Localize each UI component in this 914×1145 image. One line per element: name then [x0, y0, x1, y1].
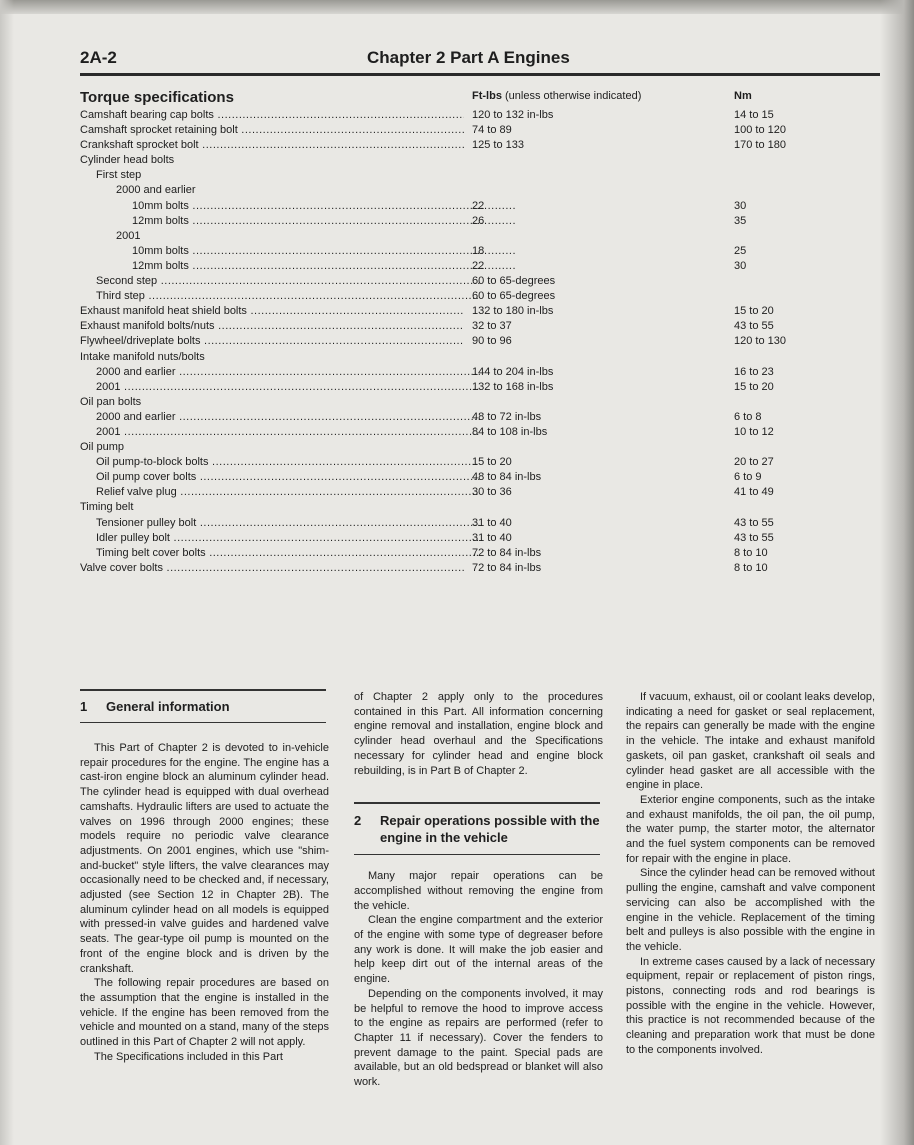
spec-label: 10mm bolts .....	[80, 244, 516, 259]
torque-spec-row	[80, 199, 800, 214]
spec-nm-value: 30	[734, 199, 747, 212]
spec-label: 12mm bolts .....	[80, 214, 516, 229]
paragraph: This Part of Chapter 2 is devoted to in-vehicle repair procedures for the engine. The engine has a cast-iron engine block an aluminum cylinder head. The cylinder head is equipped with dual overhead camshafts. Hydraulic lifters are used to actuate the valves on 1996 through 2000 engines; these models require no periodic valve clearance adjustments. On 2001 engines, which use "shim-and-bucket" style lifters, the valve clearances may occasionally need to be checked and, if necessary, adjusted (see Section 12 in Chapter 2B). The aluminum cylinder head on all models is equipped with pressed-in valve guides and hardened valve seats. The gear-type oil pump is mounted on the front of the engine block and is driven by the crankshaft.	[80, 742, 329, 975]
spec-label: Camshaft sprocket retaining bolt .....	[80, 123, 464, 138]
torque-spec-row	[80, 334, 800, 349]
torque-spec-row	[80, 108, 800, 123]
page-number: 2A-2	[80, 48, 117, 67]
torque-spec-row	[80, 546, 800, 561]
torque-spec-row	[80, 485, 800, 500]
torque-spec-row	[80, 259, 800, 274]
spec-ftlbs-value: 132 to 168 in-lbs	[472, 380, 554, 393]
scan-shadow-top	[0, 0, 914, 14]
torque-spec-row	[80, 289, 800, 304]
scan-shadow-left	[0, 0, 14, 1145]
torque-spec-row	[80, 138, 800, 153]
paragraph: In extreme cases caused by a lack of necessary equipment, repair or replacement of piston rings, pistons, connecting rods and rod bearings is possible with the engine in the vehicle. However, this practice is not recommended because of the cleaning and preparation work that must be done to the components involved.	[626, 955, 875, 1056]
spec-ftlbs-value: 72 to 84 in-lbs	[472, 546, 542, 559]
spec-nm-value: 15 to 20	[734, 305, 774, 318]
section-title: General information	[106, 698, 230, 714]
torque-spec-row	[80, 516, 800, 531]
spec-label: Exhaust manifold bolts/nuts .....	[80, 319, 464, 334]
section-heading	[80, 698, 329, 715]
section-2	[354, 802, 603, 855]
spec-nm-value: 6 to 9	[734, 471, 762, 484]
torque-specifications-table	[80, 108, 800, 576]
spec-nm-value: 30	[734, 259, 747, 272]
spec-nm-value: 10 to 12	[734, 425, 774, 438]
spec-nm-value: 100 to 120	[734, 124, 786, 137]
section-rule-top	[354, 802, 600, 804]
spec-label: Idler pulley bolt .....	[80, 531, 480, 546]
spec-label: Oil pump	[80, 441, 125, 454]
spec-label: Valve cover bolts .....	[80, 561, 464, 576]
spec-label: Oil pump-to-block bolts .....	[80, 455, 480, 470]
spec-ftlbs-value: 125 to 133	[472, 139, 524, 152]
spec-ftlbs-value: 120 to 132 in-lbs	[472, 109, 554, 121]
nm-column-header	[734, 90, 752, 102]
spec-nm-value: 14 to 15	[734, 109, 774, 121]
spec-label: 2001 .....	[80, 380, 480, 395]
header-rule	[80, 73, 880, 76]
spec-nm-value: 35	[734, 214, 747, 227]
text-column-3	[626, 690, 875, 1058]
torque-spec-row	[80, 229, 800, 244]
paragraph: Exterior engine components, such as the intake and exhaust manifolds, the oil pan, the oil pump, the water pump, the starter motor, the alternator and the fuel system components can be removed for repair with the engine in place.	[626, 793, 875, 865]
spec-nm-value: 6 to 8	[734, 410, 762, 423]
torque-spec-row	[80, 380, 800, 395]
torque-specifications-heading: Torque specifications	[80, 89, 234, 106]
section-1	[80, 689, 329, 723]
spec-nm-value: 20 to 27	[734, 456, 774, 469]
section-number: 1	[80, 698, 88, 714]
torque-spec-row	[80, 470, 800, 485]
paragraph: Many major repair operations can be accomplished without removing the engine from the vehicle.	[354, 870, 603, 912]
paragraph: Since the cylinder head can be removed without pulling the engine, camshaft and valve component servicing can also be accomplished with the engine in the vehicle. Replacement of the timing belt and pulleys is also possible with the engine in the vehicle.	[626, 867, 875, 953]
section-title: Repair operations possible with the engine in the vehicle	[380, 812, 600, 845]
paragraph: Clean the engine compartment and the exterior of the engine with some type of degreaser before any work is done. It will make the job easier and help keep dirt out of the internal areas of the engine.	[354, 914, 603, 986]
spec-nm-value: 25	[734, 244, 747, 257]
torque-spec-row	[80, 410, 800, 425]
spec-nm-value: 43 to 55	[734, 320, 774, 333]
spec-label: Flywheel/driveplate bolts .....	[80, 334, 464, 349]
spec-label: Timing belt	[80, 501, 134, 514]
spec-ftlbs-value: 32 to 37	[472, 320, 512, 333]
torque-spec-row	[80, 561, 800, 576]
spec-ftlbs-value: 30 to 36	[472, 486, 512, 499]
spec-ftlbs-value: 72 to 84 in-lbs	[472, 561, 542, 574]
running-header-title: Chapter 2 Part A Engines	[367, 48, 570, 67]
torque-spec-row	[80, 500, 800, 515]
scan-shadow-right	[880, 0, 914, 1145]
spec-label: 2000 and earlier .....	[80, 410, 480, 425]
spec-ftlbs-value: 31 to 40	[472, 531, 512, 544]
spec-label: 2001	[116, 229, 141, 242]
spec-ftlbs-value: 60 to 65-degrees	[472, 290, 556, 303]
paragraph: Depending on the components involved, it may be helpful to remove the hood to improve access to the engine as repairs are performed (refer to Chapter 11 if necessary). Cover the fenders to prevent damage to the paint. Special pads are available, but an old bedspread or blanket will also work.	[354, 987, 603, 1089]
spec-label: 2000 and earlier .....	[80, 365, 480, 380]
torque-spec-row	[80, 425, 800, 440]
torque-spec-row	[80, 214, 800, 229]
text-column-1	[80, 684, 329, 1064]
section-number: 2	[354, 812, 362, 828]
paragraph: of Chapter 2 apply only to the procedures contained in this Part. All information concerning engine removal and installation, engine block and cylinder head overhaul and the Specifications necessary for cylinder head and engine block rebuilding, is in Part B of Chapter 2.	[354, 691, 603, 777]
torque-spec-row	[80, 395, 800, 410]
spec-label: First step	[96, 169, 142, 182]
torque-spec-row	[80, 531, 800, 546]
spec-label: Oil pump cover bolts .....	[80, 470, 480, 485]
torque-spec-row	[80, 319, 800, 334]
spec-label: 2001 .....	[80, 425, 480, 440]
spec-label: 10mm bolts .....	[80, 199, 516, 214]
ftlbs-note: (unless otherwise indicated)	[501, 90, 642, 102]
spec-label: Oil pan bolts	[80, 395, 142, 408]
torque-spec-row	[80, 304, 800, 319]
torque-spec-row	[80, 183, 800, 198]
spec-label: Intake manifold nuts/bolts	[80, 350, 205, 363]
spec-ftlbs-value: 31 to 40	[472, 516, 512, 529]
section-rule-bottom	[354, 854, 600, 856]
spec-label: Cylinder head bolts	[80, 154, 175, 167]
torque-spec-row	[80, 350, 800, 365]
torque-spec-row	[80, 440, 800, 455]
spec-nm-value: 15 to 20	[734, 380, 774, 393]
spec-ftlbs-value: 48 to 84 in-lbs	[472, 471, 542, 484]
spec-label: 2000 and earlier	[116, 184, 196, 197]
torque-spec-row	[80, 123, 800, 138]
spec-ftlbs-value: 84 to 108 in-lbs	[472, 425, 548, 438]
paragraph: The Specifications included in this Part	[94, 1050, 283, 1063]
section-rule-bottom	[80, 722, 326, 724]
torque-spec-row	[80, 455, 800, 470]
spec-ftlbs-value: 132 to 180 in-lbs	[472, 305, 554, 318]
paragraph: The following repair procedures are based on the assumption that the engine is installed in the vehicle. If the engine has been removed from the vehicle and mounted on a stand, many of the steps outlined in this Part of Chapter 2 will not apply.	[80, 977, 329, 1049]
spec-nm-value: 8 to 10	[734, 546, 768, 559]
spec-nm-value: 43 to 55	[734, 531, 774, 544]
ftlbs-unit: Ft-lbs	[472, 90, 502, 102]
spec-ftlbs-value: 144 to 204 in-lbs	[472, 365, 554, 378]
spec-label: Camshaft bearing cap bolts .....	[80, 108, 464, 123]
spec-nm-value: 16 to 23	[734, 365, 774, 378]
spec-nm-value: 41 to 49	[734, 486, 774, 499]
torque-spec-row	[80, 244, 800, 259]
torque-spec-row	[80, 153, 800, 168]
nm-unit: Nm	[734, 90, 752, 102]
spec-label: Relief valve plug .....	[80, 485, 480, 500]
spec-nm-value: 8 to 10	[734, 561, 768, 574]
spec-nm-value: 120 to 130	[734, 335, 786, 348]
spec-ftlbs-value: 26	[472, 214, 485, 227]
spec-nm-value: 170 to 180	[734, 139, 786, 152]
spec-label: 12mm bolts .....	[80, 259, 516, 274]
spec-ftlbs-value: 22	[472, 199, 485, 212]
spec-ftlbs-value: 22	[472, 259, 485, 272]
spec-nm-value: 43 to 55	[734, 516, 774, 529]
spec-ftlbs-value: 74 to 89	[472, 124, 512, 137]
spec-label: Second step .....	[80, 274, 480, 289]
ftlbs-column-header	[472, 90, 641, 102]
spec-label: Crankshaft sprocket bolt .....	[80, 138, 464, 153]
torque-spec-row	[80, 274, 800, 289]
spec-ftlbs-value: 48 to 72 in-lbs	[472, 410, 542, 423]
spec-label: Exhaust manifold heat shield bolts .....	[80, 304, 464, 319]
torque-spec-row	[80, 365, 800, 380]
spec-label: Third step .....	[80, 289, 480, 304]
text-column-2	[354, 690, 603, 1090]
spec-ftlbs-value: 60 to 65-degrees	[472, 275, 556, 288]
section-heading	[354, 812, 603, 846]
paragraph: If vacuum, exhaust, oil or coolant leaks develop, indicating a need for gasket or seal replacement, the repairs can generally be made with the engine in the vehicle. The intake and exhaust manifold gaskets, oil pan gasket, crankshaft oil seals and cylinder head gasket are all accessible with the engine in place.	[626, 691, 875, 792]
spec-ftlbs-value: 90 to 96	[472, 335, 512, 348]
spec-label: Timing belt cover bolts .....	[80, 546, 480, 561]
torque-spec-row	[80, 168, 800, 183]
spec-label: Tensioner pulley bolt .....	[80, 516, 480, 531]
section-rule-top	[80, 689, 326, 691]
spec-ftlbs-value: 15 to 20	[472, 456, 512, 469]
spec-ftlbs-value: 18	[472, 244, 485, 257]
